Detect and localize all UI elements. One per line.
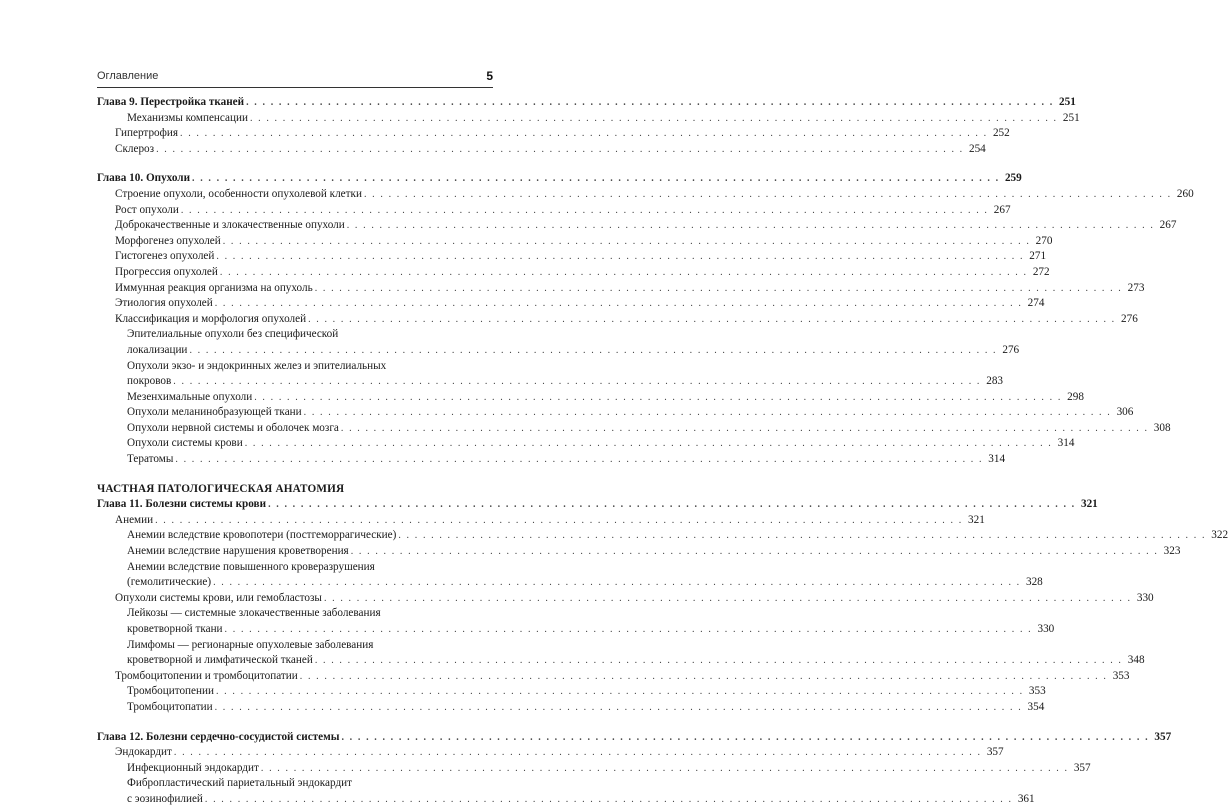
toc-entry-page: 354 [1027, 700, 1045, 713]
toc-entry[interactable] [97, 187, 1194, 203]
toc-entry[interactable] [97, 591, 1154, 607]
toc-entry-title: с эозинофилией [127, 792, 203, 805]
toc-entry-page: 283 [986, 375, 1003, 388]
toc-entry-page: 361 [1017, 792, 1035, 805]
toc-entry-first-line[interactable]: Лимфомы — регионарные опухолевые заболевания [127, 638, 374, 651]
toc-entry-page: 357 [1073, 761, 1091, 774]
toc-entry[interactable] [97, 513, 985, 529]
toc-entry-title: Опухоли системы крови [127, 437, 243, 450]
toc-chapter-12[interactable] [97, 730, 1172, 746]
toc-entry[interactable] [97, 684, 1046, 700]
toc-entry[interactable] [97, 111, 1080, 127]
toc-entry-title: Тромбоцитопении [127, 685, 214, 698]
toc-entry-title: Гипертрофия [115, 127, 179, 140]
toc-entry-title: Рост опухоли [115, 203, 179, 216]
toc-entry[interactable] [97, 653, 1145, 669]
toc-entry-first-line[interactable]: Лейкозы — системные злокачественные заболевания [127, 607, 381, 620]
toc-chapter-11[interactable] [97, 497, 1098, 513]
toc-entry-page: 276 [1121, 312, 1138, 325]
toc-entry-page: 353 [1112, 669, 1130, 682]
toc-entry-title: локализации [127, 343, 188, 356]
toc-chapter-10[interactable] [97, 171, 1022, 187]
toc-entry-page: 322 [1211, 529, 1228, 542]
toc-entry[interactable] [97, 142, 986, 158]
toc-entry-page: 267 [993, 203, 1011, 216]
toc-entry[interactable] [97, 745, 1004, 761]
toc-entry[interactable] [97, 436, 1075, 452]
toc-entry-page: 330 [1136, 591, 1154, 604]
toc-entry-page: 348 [1127, 654, 1145, 667]
toc-entry-page: 259 [1004, 172, 1022, 185]
header-rule [97, 87, 493, 88]
toc-entry-title: Классификация и морфология опухолей [115, 312, 307, 325]
toc-entry[interactable] [97, 622, 1055, 638]
toc-entry[interactable] [97, 203, 1011, 219]
toc-entry-page: 254 [968, 142, 986, 155]
toc-entry[interactable] [97, 234, 1053, 250]
toc-entry-title: Глава 11. Болезни системы крови [97, 498, 267, 511]
toc-entry-title: Анемии [115, 513, 154, 526]
toc-entry-title: Глава 10. Опухоли [97, 172, 191, 185]
toc-entry-page: 314 [1057, 437, 1075, 450]
toc-entry-first-line[interactable]: Эпителиальные опухоли без специфической [127, 328, 339, 341]
toc-entry-page: 251 [1062, 111, 1080, 124]
toc-entry-page: 251 [1059, 96, 1076, 108]
toc-entry-title: Прогрессия опухолей [115, 265, 218, 278]
toc-entry-title: Тромбоцитопатии [127, 700, 213, 713]
toc-entry-title: Тромбоцитопении и тромбоцитопатии [115, 669, 298, 682]
toc-entry-page: 308 [1153, 421, 1171, 434]
toc-entry-page: 328 [1025, 576, 1043, 589]
toc-entry-title: Мезенхимальные опухоли [127, 390, 253, 403]
part-title: ЧАСТНАЯ ПАТОЛОГИЧЕСКАЯ АНАТОМИЯ [97, 482, 345, 495]
toc-entry-first-line[interactable]: Опухоли экзо- и эндокринных желез и эпителиальных [127, 359, 387, 372]
toc-entry-page: 272 [1032, 265, 1050, 278]
running-head [97, 70, 493, 86]
toc-entry[interactable] [97, 281, 1145, 297]
toc-entry-page: 321 [1080, 498, 1098, 511]
toc-entry-title: Строение опухоли, особенности опухолевой клетки [115, 187, 362, 200]
toc-entry[interactable] [97, 218, 1177, 234]
toc-entry[interactable] [97, 544, 1181, 560]
toc-entry-title: Глава 12. Болезни сердечно-сосудистой системы [97, 730, 340, 743]
toc-entry-page: 321 [968, 513, 985, 526]
running-head-title: Оглавление [97, 70, 159, 82]
toc-entry-title: (гемолитические) [127, 576, 212, 589]
toc-entry[interactable] [97, 700, 1045, 716]
toc-entry[interactable] [97, 126, 1010, 142]
toc-entry-title: Опухоли нервной системы и оболочек мозга [127, 421, 339, 434]
toc-entry-title: Иммунная реакция организма на опухоль [115, 281, 313, 294]
toc-entry[interactable] [97, 405, 1134, 421]
toc-entry-title: Анемии вследствие кровопотери (постгеморрагические) [127, 529, 397, 542]
toc-entry[interactable] [97, 249, 1047, 265]
toc-entry[interactable] [97, 528, 1228, 544]
toc-entry[interactable] [97, 669, 1130, 685]
toc-entry-title: Глава 9. Перестройка тканей [97, 96, 245, 108]
toc-entry[interactable] [97, 265, 1050, 281]
toc-entry-page: 267 [1159, 219, 1177, 232]
toc-entry-title: Доброкачественные и злокачественные опухоли [115, 219, 345, 232]
toc-entry-page: 271 [1029, 250, 1047, 263]
toc-entry[interactable] [97, 452, 1006, 468]
toc-entry-page: 276 [1002, 343, 1020, 356]
toc-entry-title: Гистогенез опухолей [115, 250, 215, 263]
toc-entry-page: 353 [1028, 685, 1046, 698]
toc-entry[interactable] [97, 374, 1003, 390]
page-number: 5 [486, 69, 493, 83]
toc-entry-title: Механизмы компенсации [127, 111, 248, 124]
toc-entry-page: 273 [1127, 281, 1145, 294]
toc-entry-page: 323 [1163, 545, 1181, 558]
toc-entry-title: Опухоли меланинобразующей ткани [127, 406, 302, 419]
toc-entry[interactable] [97, 343, 1020, 359]
toc-entry-title: Тератомы [127, 453, 174, 466]
toc-entry-title: Инфекционный эндокардит [127, 761, 259, 774]
toc-entry[interactable] [97, 575, 1043, 591]
toc-entry-title: Склероз [115, 142, 155, 155]
toc-entry[interactable] [97, 761, 1091, 777]
toc-entry-page: 274 [1027, 297, 1045, 310]
toc-entry-page: 357 [986, 746, 1004, 759]
toc-entry-page: 330 [1037, 623, 1055, 635]
toc-entry-title: Анемии вследствие нарушения кроветворения [127, 545, 349, 558]
toc-entry-page: 298 [1067, 390, 1084, 403]
toc-entry-title: Этиология опухолей [115, 297, 213, 310]
toc-entry-page: 357 [1154, 730, 1172, 743]
toc-entry-page: 306 [1116, 406, 1134, 419]
toc-entry-title: Опухоли системы крови, или гемобластозы [115, 591, 322, 604]
toc-entry-title: кроветворной и лимфатической тканей [127, 654, 313, 667]
toc-entry-title: Морфогенез опухолей [115, 234, 221, 247]
toc-entry-title: кроветворной ткани [127, 623, 223, 635]
toc-entry-page: 314 [988, 453, 1006, 466]
toc-entry[interactable] [97, 792, 1035, 808]
toc-entry-page: 270 [1035, 234, 1053, 247]
toc-entry-first-line[interactable]: Фибропластический париетальный эндокардит [127, 777, 353, 790]
table-of-contents [97, 95, 1228, 808]
toc-entry[interactable] [97, 390, 1084, 406]
toc-entry-title: покровов [127, 375, 172, 388]
toc-entry-title: Эндокардит [115, 746, 172, 759]
toc-entry[interactable] [97, 296, 1045, 312]
toc-entry-page: 252 [992, 127, 1010, 140]
toc-entry-page: 260 [1176, 187, 1194, 200]
toc-entry[interactable] [97, 421, 1171, 437]
toc-entry[interactable] [97, 312, 1138, 328]
toc-entry-first-line[interactable]: Анемии вследствие повышенного кроверазрушения [127, 560, 375, 573]
toc-chapter-9[interactable] [97, 95, 1076, 111]
